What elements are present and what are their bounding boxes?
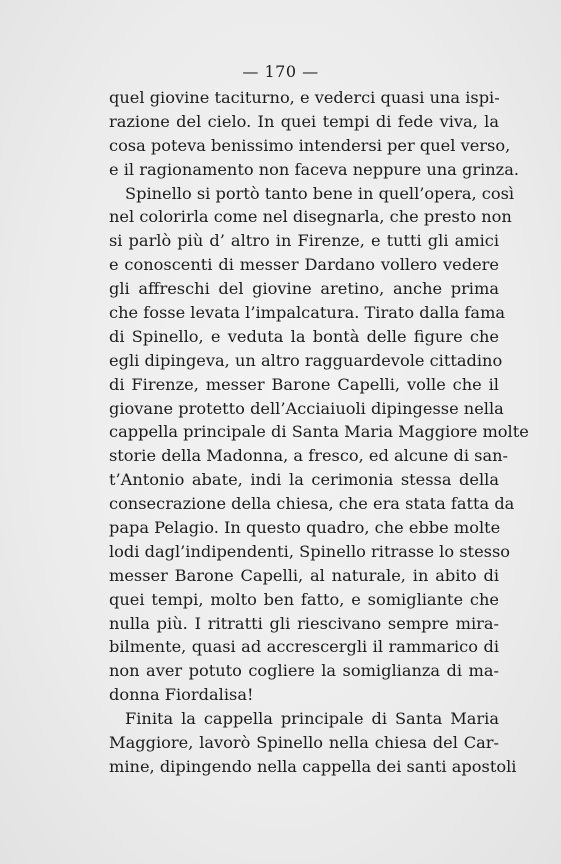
text-line: egli dipingeva, un altro ragguardevole cittadino [109,350,503,370]
text-line: lodi dagl’indipendenti, Spinello ritrasse lo stesso [109,541,511,561]
text-line: di Spinello, e veduta la bontà delle figure che [109,326,499,346]
text-line: giovane protetto dell’Acciaiuoli dipingesse nella [109,398,504,418]
text-line: di Firenze, messer Barone Capelli, volle che il [109,374,499,394]
text-line: consecrazione della chiesa, che era stata fatta da [109,494,515,514]
text-line: che fosse levata l’impalcatura. Tirato dalla fama [109,303,506,323]
text-line: quei tempi, molto ben fatto, e somigliante che [109,589,499,609]
text-line: razione del cielo. In quei tempi di fede viva, la [109,111,499,131]
text-line: nel colorirla come nel disegnarla, che presto non [109,207,512,227]
text-line: Finita la cappella principale di Santa Maria [125,709,499,729]
text-line: si parlò più d’ altro in Firenze, e tutti gli amici [109,231,499,251]
page-number: — 170 — [242,62,319,81]
text-line: e conoscenti di messer Dardano vollero vedere [109,255,499,275]
text-line: bilmente, quasi ad accrescergli il rammarico di [109,637,499,657]
text-line: gli affreschi del giovine aretino, anche prima [109,279,499,299]
text-line: quel giovine taciturno, e vederci quasi una ispi- [109,88,500,107]
text-line: t’Antonio abate, indi la cerimonia stessa della [109,470,499,490]
text-line: storie della Madonna, a fresco, ed alcune di san- [109,446,509,466]
text-line: papa Pelagio. In questo quadro, che ebbe molte [109,518,501,538]
text-line: Spinello si portò tanto bene in quell’opera, così [125,183,515,203]
text-line: mine, dipingendo nella cappella dei santi apostoli [109,756,517,776]
body-text [109,86,529,779]
text-line: cappella principale di Santa Maria Maggiore molte [109,422,529,442]
text-line: messer Barone Capelli, al naturale, in abito di [109,565,499,585]
text-line: donna Fiordalisa! [109,685,254,705]
text-line: cosa poteva benissimo intendersi per quel verso, [109,135,511,155]
text-line: e il ragionamento non faceva neppure una grinza. [109,159,519,179]
text-line: non aver potuto cogliere la somiglianza di ma- [109,661,499,681]
text-line: nulla più. I ritratti gli riescivano sempre mira- [109,613,499,633]
text-line: Maggiore, lavorò Spinello nella chiesa del Car- [109,733,499,753]
